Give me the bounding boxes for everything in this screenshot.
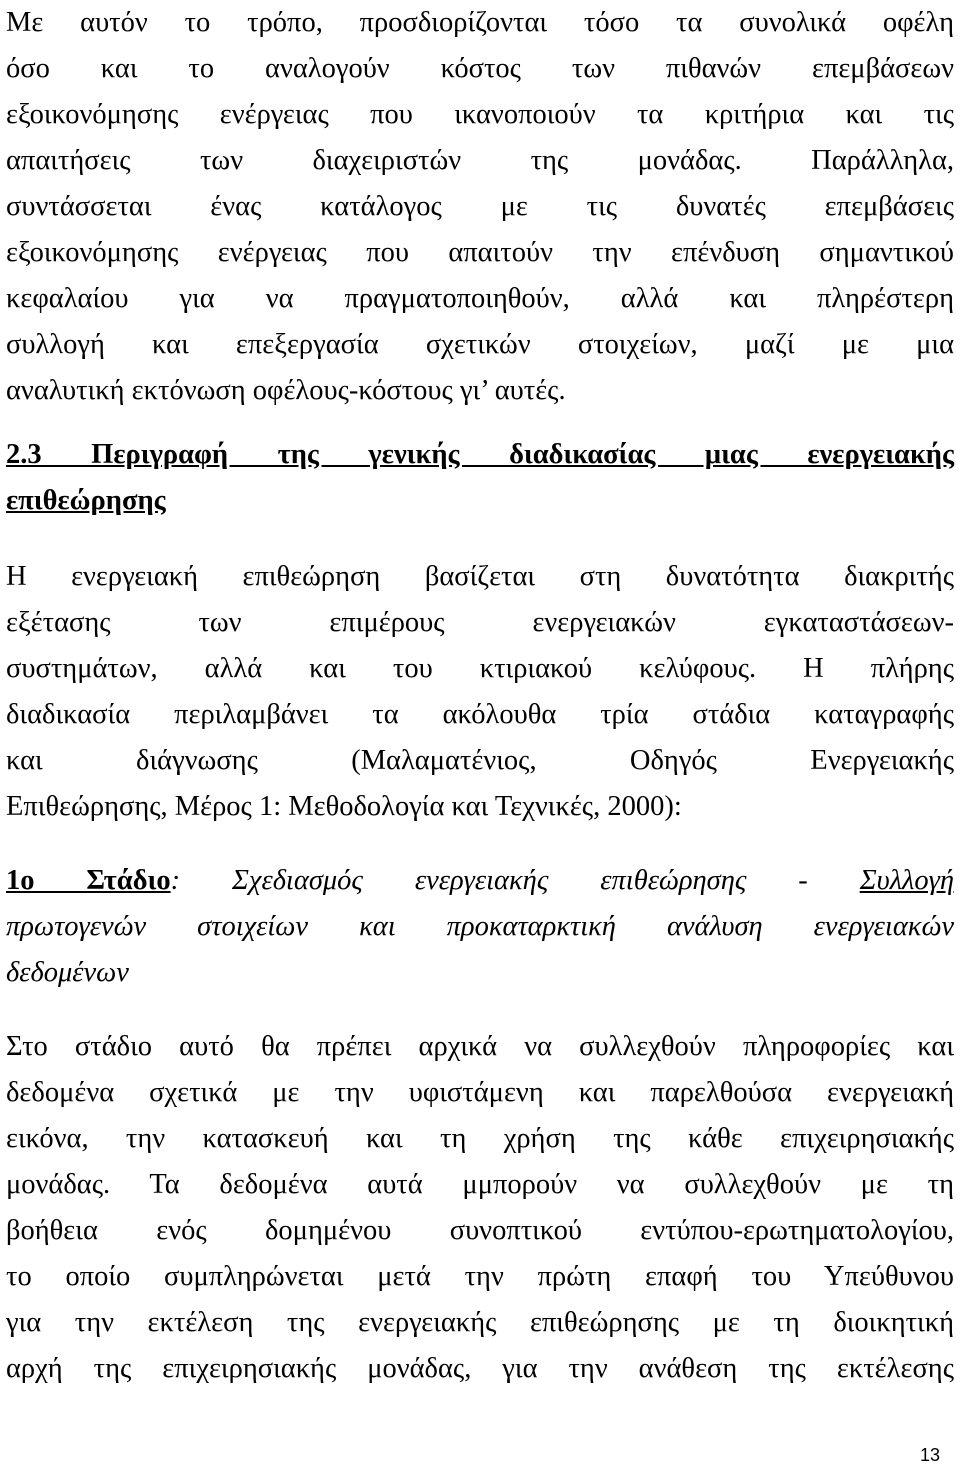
- stage-heading-line: πρωτογενών στοιχείων και προκαταρκτική ανάλυση ενεργειακών: [6, 911, 954, 942]
- stage-title-part2: Συλλογή: [859, 865, 955, 896]
- text-line: συλλογή και επεξεργασία σχετικών στοιχείων, μαζί με μια: [6, 329, 954, 360]
- text-line: βοήθεια ενός δομημένου συνοπτικού εντύπου-ερωτηματολογίου,: [6, 1215, 954, 1246]
- paragraph-stage-description: [6, 1024, 954, 1392]
- text-line: κεφαλαίου για να πραγματοποιηθούν, αλλά και πληρέστερη: [6, 283, 954, 314]
- text-line: το οποίο συμπληρώνεται μετά την πρώτη επαφή του Υπεύθυνου: [6, 1261, 954, 1292]
- section-heading: [6, 432, 954, 524]
- stage-title-part1: Σχεδιασμός ενεργειακής επιθεώρησης: [231, 865, 747, 896]
- text-line: εξέτασης των επιμέρους ενεργειακών εγκαταστάσεων-: [6, 607, 954, 638]
- stage-heading-line: [6, 858, 954, 904]
- text-line: διαδικασία περιλαμβάνει τα ακόλουθα τρία στάδια καταγραφής: [6, 699, 954, 730]
- stage-separator: -: [746, 865, 860, 896]
- page-number: 13: [919, 1445, 940, 1465]
- paragraph-intro: [6, 0, 954, 414]
- text-line: και διάγνωσης (Μαλαματένιος, Οδηγός Ενεργειακής: [6, 745, 954, 776]
- section-heading-line: επιθεώρησης: [6, 485, 166, 516]
- stage-heading-line: δεδομένων: [6, 957, 129, 988]
- stage-label: 1ο Στάδιο: [6, 865, 171, 896]
- text-line: συστημάτων, αλλά και του κτιριακού κελύφους. Η πλήρης: [6, 653, 954, 684]
- stage-colon: :: [170, 865, 181, 896]
- text-line: εξοικονόμησης ενέργειας που ικανοποιούν τα κριτήρια και τις: [6, 99, 954, 130]
- text-line: Με αυτόν το τρόπο, προσδιορίζονται τόσο τα συνολικά οφέλη: [6, 7, 954, 38]
- text-line: όσο και το αναλογούν κόστος των πιθανών επεμβάσεων: [6, 53, 954, 84]
- text-line: Στο στάδιο αυτό θα πρέπει αρχικά να συλλεχθούν πληροφορίες και: [6, 1031, 954, 1062]
- text-line: εικόνα, την κατασκευή και τη χρήση της κάθε επιχειρησιακής: [6, 1123, 954, 1154]
- document-page: [6, 0, 954, 1392]
- text-line: εξοικονόμησης ενέργειας που απαιτούν την επένδυση σημαντικού: [6, 237, 954, 268]
- stage-heading: [6, 858, 954, 996]
- text-line: Επιθεώρησης, Μέρος 1: Μεθοδολογία και Τεχνικές, 2000):: [6, 791, 682, 822]
- text-line: για την εκτέλεση της ενεργειακής επιθεώρησης με τη διοικητική: [6, 1307, 954, 1338]
- text-line: αναλυτική εκτόνωση οφέλους-κόστους γι’ αυτές.: [6, 375, 566, 406]
- text-line: αρχή της επιχειρησιακής μονάδας, για την ανάθεση της εκτέλεσης: [6, 1353, 954, 1384]
- text-line: συντάσσεται ένας κατάλογος με τις δυνατές επεμβάσεις: [6, 191, 954, 222]
- text-line: απαιτήσεις των διαχειριστών της μονάδας. Παράλληλα,: [6, 145, 954, 176]
- paragraph-energy-audit: [6, 554, 954, 830]
- text-line: Η ενεργειακή επιθεώρηση βασίζεται στη δυνατότητα διακριτής: [6, 561, 954, 592]
- section-heading-line: 2.3 Περιγραφή της γενικής διαδικασίας μιας ενεργειακής: [6, 439, 954, 470]
- text-line: μονάδας. Τα δεδομένα αυτά μμπορούν να συλλεχθούν με τη: [6, 1169, 954, 1200]
- text-line: δεδομένα σχετικά με την υφιστάμενη και παρελθούσα ενεργειακή: [6, 1077, 954, 1108]
